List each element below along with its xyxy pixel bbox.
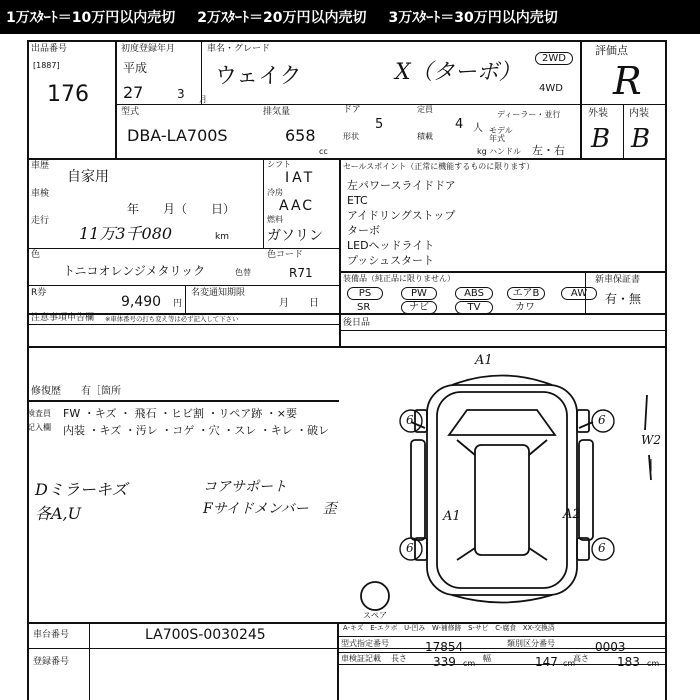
handle-value: 左・右 <box>532 144 565 157</box>
color-code-label: 色コード <box>267 250 304 260</box>
usage-value: 自家用 <box>67 169 109 185</box>
dims-label: 車検証記載 <box>341 654 381 663</box>
handwritten-note-3: コアサポート <box>203 479 287 495</box>
registration-label: 登録番号 <box>33 657 70 667</box>
repair-value: 有［箇所 <box>81 386 121 397</box>
chassis-value: LA700S-0030245 <box>145 627 266 643</box>
ac-value: AAC <box>279 198 315 214</box>
equip-pw-label: PW <box>411 288 427 299</box>
interior-label: 内装 <box>629 108 649 119</box>
auction-sheet <box>27 40 667 700</box>
top-banner <box>0 0 700 34</box>
sales-point-4: ターボ <box>347 224 380 237</box>
reg-month: 3 <box>177 87 185 101</box>
length-unit: cm <box>463 659 476 668</box>
equip-leather: カワ <box>515 302 535 313</box>
km-unit: km <box>215 232 229 242</box>
lot-number: 176 <box>47 82 89 107</box>
handle-label: ハンドル <box>489 147 521 156</box>
mark-front-top: A1 <box>475 353 493 368</box>
side-note-1: W2 <box>641 433 661 447</box>
lot-number-label: 出品番号 <box>31 44 68 54</box>
equip-ps <box>347 287 383 300</box>
equip-aw-label: AW <box>570 288 588 299</box>
drive-2wd-label: 2WD <box>542 53 566 64</box>
damage-legend: A-キズ E-エクボ U-凹み W-補修跡 S-サビ C-腐食 XX-交換済 <box>343 624 555 632</box>
exterior-score: B <box>591 124 611 154</box>
fuel-value: ガソリン <box>267 228 323 244</box>
capacity-label: 定員 <box>417 105 433 114</box>
equip-airbag-label: エアB <box>512 288 540 299</box>
color-code-value: R71 <box>289 266 313 280</box>
height-label: 高さ <box>573 654 589 663</box>
overall-score: R <box>613 59 642 103</box>
equip-pw <box>401 287 437 300</box>
rating-label: 評価点 <box>595 44 628 57</box>
type-cert-label: 型式指定番号 <box>341 639 389 648</box>
first-reg-label: 初度登録年月 <box>121 44 176 54</box>
sales-point-3: アイドリングストップ <box>347 209 456 222</box>
shift-label: シフト <box>267 160 291 169</box>
equip-abs <box>455 287 493 300</box>
legend-line-1: FW ・キズ ・ 飛石 ・ヒビ割 ・リペア跡 ・×要 <box>63 407 297 420</box>
displacement-label: 排気量 <box>263 107 291 117</box>
fuel-label: 燃料 <box>267 215 283 224</box>
shift-value: IAT <box>285 170 316 186</box>
side-note-2: | <box>649 457 654 471</box>
capacity: 4 <box>455 117 464 132</box>
class-value: 0003 <box>595 640 626 654</box>
mark-tire-rl: 6 <box>406 541 414 555</box>
handwritten-note-1: Dミラーキズ <box>35 480 128 499</box>
repair-label: 修復歴 <box>31 386 61 397</box>
model: DBA-LA700S <box>127 126 228 145</box>
name-change-label: 名変通知期限 <box>191 288 246 298</box>
cc-unit: cc <box>319 147 328 156</box>
banner-item-3: 3万ｽﾀｰﾄ＝30万円以内売切 <box>388 10 558 26</box>
rear-label: 後日品 <box>343 318 371 328</box>
person-unit: 人 <box>473 123 483 134</box>
equip-airbag <box>507 287 545 300</box>
inspector-label-1: 検査員 <box>27 409 51 418</box>
displacement: 658 <box>285 126 316 145</box>
banner-item-1: 1万ｽﾀｰﾄ＝10万円以内売切 <box>6 10 176 26</box>
month-unit: 月 <box>199 95 207 104</box>
equip-ps-label: PS <box>358 288 372 299</box>
color-change-label: 色替 <box>235 268 251 277</box>
mark-tire-rr: 6 <box>598 541 606 555</box>
equip-tv-label: TV <box>467 302 481 313</box>
doors: 5 <box>375 117 384 132</box>
equipment-label: 装備品（純正品に限りません） <box>343 274 455 283</box>
length-label: 長さ <box>391 654 407 663</box>
width-label: 幅 <box>483 654 491 663</box>
spare-label: スペア <box>363 611 387 620</box>
load-label: 積載 <box>417 132 433 141</box>
sales-point-6: プッシュスタート <box>347 254 435 267</box>
sales-point-5: LEDヘッドライト <box>347 239 435 252</box>
era: 平成 <box>123 61 148 75</box>
inspection-label: 車検 <box>31 189 50 199</box>
doors-label: ドア <box>343 105 361 115</box>
cautions-sub: ※車体番号の打ち変え等は必ず記入して下さい <box>105 315 239 323</box>
type-cert-value: 17854 <box>425 640 464 654</box>
recycle-value: 9,490 <box>121 294 162 310</box>
width-unit: cm <box>563 659 576 668</box>
interior-score: B <box>631 124 651 154</box>
ac-label: 冷房 <box>267 188 283 197</box>
length-value: 339 <box>433 655 456 669</box>
equip-navi-label: ナビ <box>409 302 429 313</box>
new-warranty-value: 有・無 <box>605 292 642 306</box>
inspector-label-2: 記入欄 <box>27 423 51 432</box>
color-value: トニコオレンジメタリック <box>63 264 206 278</box>
mileage-value: 11万3千080 <box>79 224 173 243</box>
new-warranty-label: 新車保証書 <box>595 275 641 285</box>
legend-line-2: 内装 ・キズ ・汚レ ・コゲ ・穴 ・スレ ・キレ ・破レ <box>63 424 330 437</box>
height-unit: cm <box>647 659 660 668</box>
model-year-label: モデル年式 <box>489 126 513 143</box>
reg-year: 27 <box>123 83 144 102</box>
sales-point-1: 左パワースライドドア <box>347 179 456 192</box>
recycle-label: R券 <box>31 288 47 298</box>
sales-points-label: セールスポイント（正常に機能するものに限ります） <box>343 162 535 171</box>
equip-sr: SR <box>357 302 371 313</box>
mileage-label: 走行 <box>31 216 50 226</box>
handwritten-note-2: 各A,U <box>35 504 82 523</box>
kg-unit: kg <box>477 147 487 156</box>
color-label: 色 <box>31 250 41 260</box>
banner-item-2: 2万ｽﾀｰﾄ＝20万円以内売切 <box>197 10 367 26</box>
sales-point-2: ETC <box>347 194 368 207</box>
model-label: 型式 <box>121 107 140 117</box>
car-name-label: 車名・グレード <box>207 44 271 54</box>
mark-tire-fl: 6 <box>406 413 414 427</box>
mark-tire-fr: 6 <box>598 413 606 427</box>
mark-mid-right: A2 <box>563 507 581 522</box>
shape-label: 形状 <box>343 132 359 141</box>
handwritten-note-4: Fサイドメンバー 歪 <box>203 501 337 517</box>
height-value: 183 <box>617 655 640 669</box>
lot-number-sub: [1887] <box>33 61 60 70</box>
equip-navi <box>401 301 437 314</box>
drive-2wd <box>535 52 573 65</box>
usage-label: 車歴 <box>31 161 50 171</box>
name-change-value: 月 日 <box>279 298 319 309</box>
equip-abs-label: ABS <box>464 288 484 299</box>
yen-unit: 円 <box>173 299 183 309</box>
equip-aw <box>561 287 597 300</box>
width-value: 147 <box>535 655 558 669</box>
mark-mid-left: A1 <box>443 509 461 524</box>
drive-4wd: 4WD <box>539 83 563 94</box>
exterior-label: 外装 <box>588 108 608 119</box>
class-label: 類別区分番号 <box>507 639 555 648</box>
dealer-label: ディーラー・並行 <box>497 110 561 119</box>
inspection-value: 年 月（ 日） <box>127 202 236 216</box>
equip-tv <box>455 301 493 314</box>
cautions-label: 注意事項申告欄 <box>31 313 95 323</box>
grade: X（ターボ） <box>395 60 521 85</box>
chassis-label: 車台番号 <box>33 630 70 640</box>
car-name: ウェイク <box>215 64 302 89</box>
